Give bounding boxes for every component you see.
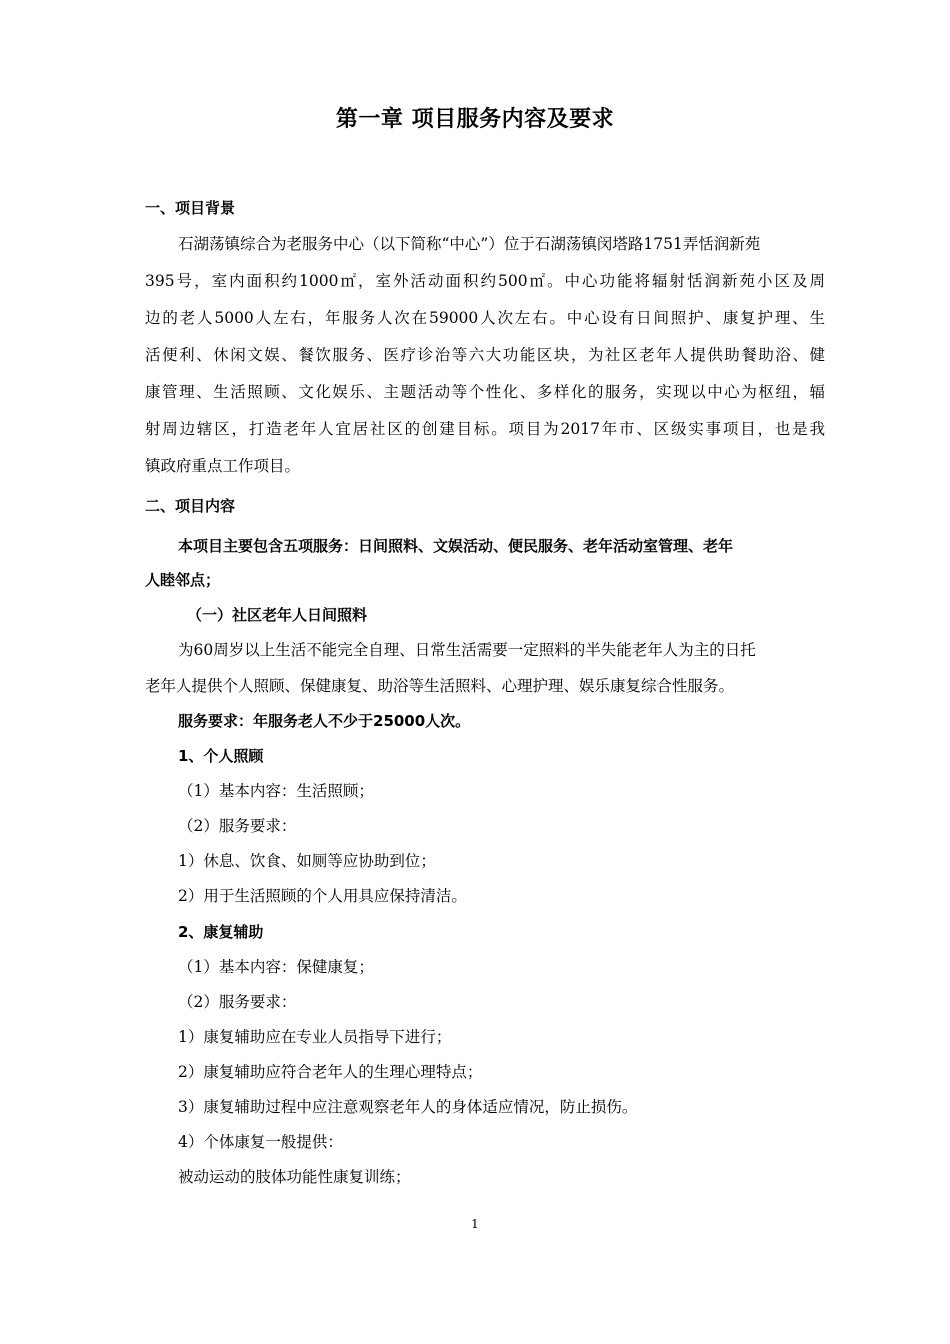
paragraph-line: 康管理、生活照顾、文化娱乐、主题活动等个性化、多样化的服务，实现以中心为枢纽，辐 — [145, 383, 825, 401]
list-line: 2）用于生活照顾的个人用具应保持清洁。 — [178, 887, 467, 905]
paragraph-line: 石湖荡镇综合为老服务中心（以下简称“中心”）位于石湖荡镇闵塔路1751弄恬润新苑 — [178, 235, 761, 253]
summary-line: 本项目主要包含五项服务：日间照料、文娱活动、便民服务、老年活动室管理、老年 — [178, 537, 734, 555]
paragraph-line: 边的老人5000人左右，年服务人次在59000人次左右。中心设有日间照护、康复护理、生 — [145, 309, 825, 327]
list-line: （2）服务要求： — [178, 817, 297, 835]
list-line: 4）个体康复一般提供： — [178, 1133, 343, 1151]
paragraph-line: 为60周岁以上生活不能完全自理、日常生活需要一定照料的半失能老年人为主的日托 — [178, 641, 756, 659]
list-line: 被动运动的肢体功能性康复训练； — [178, 1168, 411, 1186]
list-line: 2）康复辅助应符合老年人的生理心理特点； — [178, 1063, 483, 1081]
item-heading-rehab: 2、康复辅助 — [178, 923, 264, 941]
summary-line: 人睦邻点； — [145, 571, 221, 589]
item-heading-personal-care: 1、个人照顾 — [178, 747, 264, 765]
paragraph-line: 镇政府重点工作项目。 — [145, 457, 301, 475]
list-line: 3）康复辅助过程中应注意观察老年人的身体适应情况，防止损伤。 — [178, 1098, 638, 1116]
list-line: 1）休息、饮食、如厕等应协助到位； — [178, 852, 436, 870]
list-line: （1）基本内容：保健康复； — [178, 958, 374, 976]
subsection-heading-day-care: （一）社区老年人日间照料 — [187, 606, 368, 624]
list-line: （2）服务要求： — [178, 993, 297, 1011]
paragraph-line: 老年人提供个人照顾、保健康复、助浴等生活照料、心理护理、娱乐康复综合性服务。 — [145, 677, 735, 695]
paragraph-line: 395号，室内面积约1000㎡，室外活动面积约500㎡。中心功能将辐射恬润新苑小区及周 — [145, 272, 825, 290]
paragraph-line: 活便利、休闲文娱、餐饮服务、医疗诊治等六大功能区块，为社区老年人提供助餐助浴、健 — [145, 346, 825, 364]
page-number: 1 — [471, 1217, 479, 1231]
list-line: 1）康复辅助应在专业人员指导下进行； — [178, 1028, 452, 1046]
section-heading-content: 二、项目内容 — [145, 497, 236, 515]
list-line: （1）基本内容：生活照顾； — [178, 782, 374, 800]
service-requirement: 服务要求：年服务老人不少于25000人次。 — [178, 712, 471, 730]
paragraph-line: 射周边辖区，打造老年人宜居社区的创建目标。项目为2017年市、区级实事项目，也是我 — [145, 420, 825, 438]
section-heading-background: 一、项目背景 — [145, 199, 236, 217]
chapter-title: 第一章 项目服务内容及要求 — [335, 107, 615, 132]
